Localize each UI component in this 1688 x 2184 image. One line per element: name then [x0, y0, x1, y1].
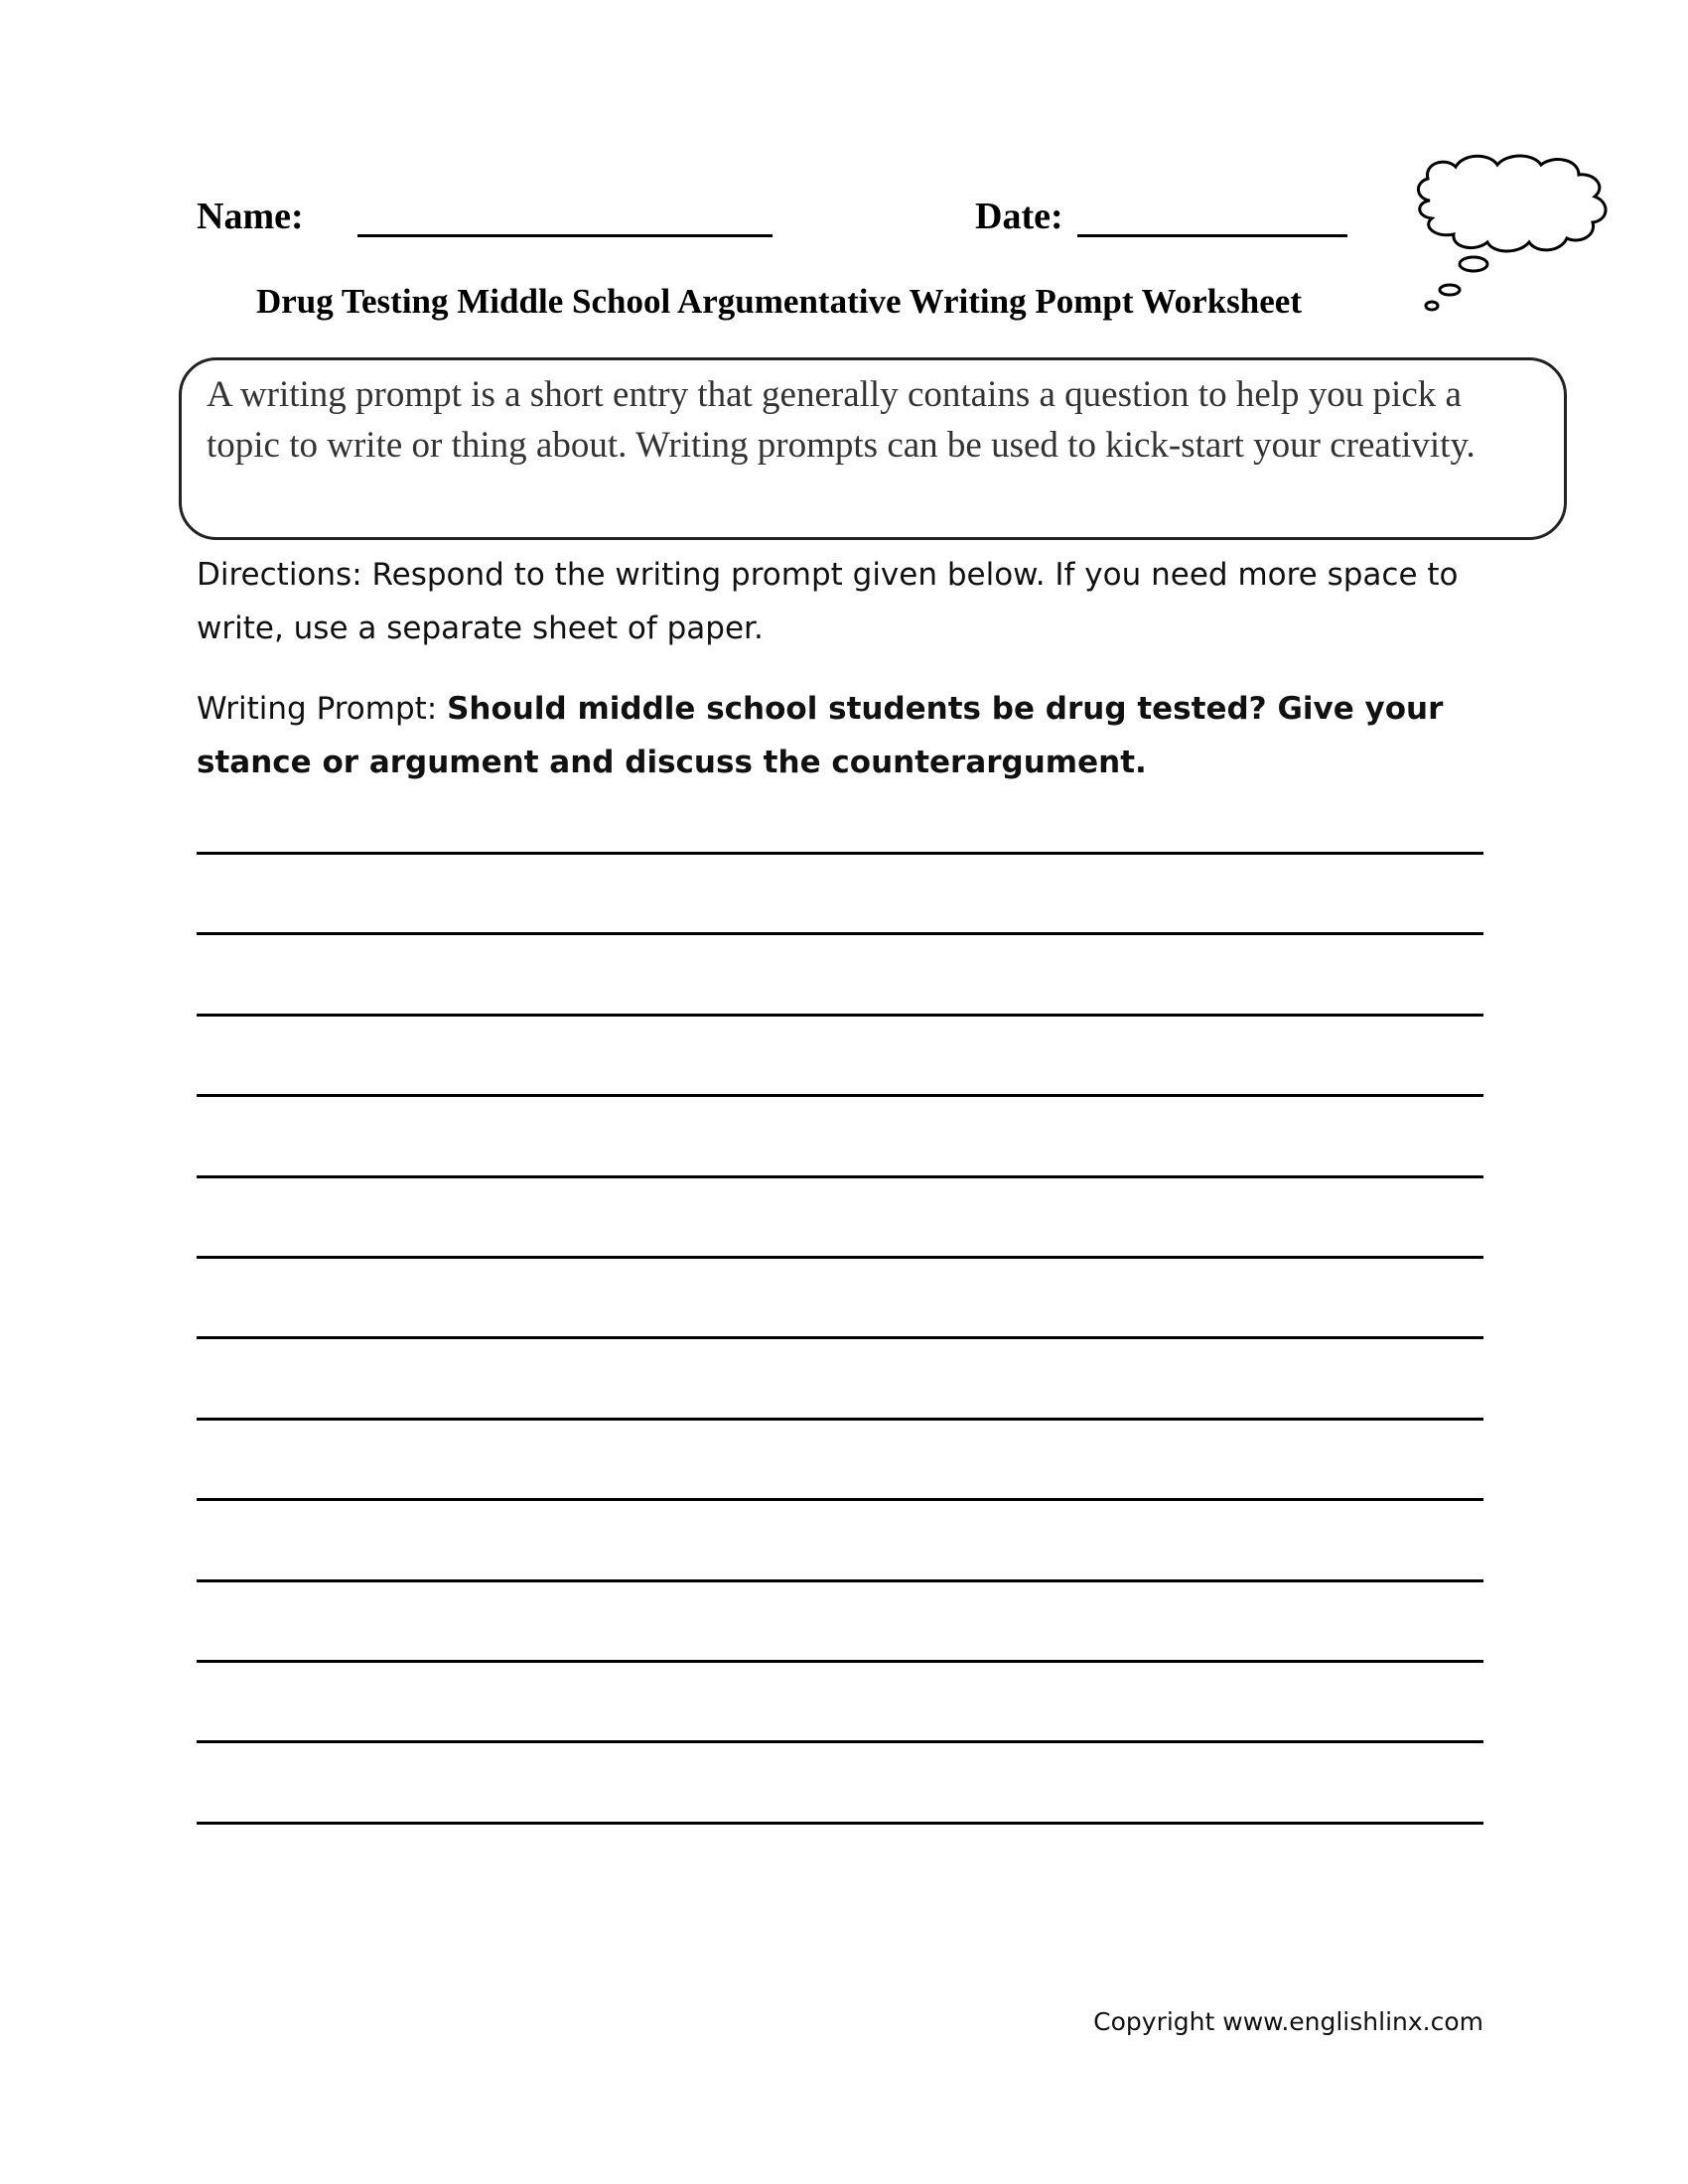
writing-prompt: [197, 682, 1507, 789]
writing-line[interactable]: [197, 1256, 1483, 1259]
copyright: Copyright www.englishlinx.com: [1093, 2007, 1483, 2036]
intro-text: A writing prompt is a short entry that generally contains a question to help you pick a topic to write or thing about. Writing prompts can be used to kick-start your creativity.: [207, 374, 1476, 466]
writing-line[interactable]: [197, 1498, 1483, 1501]
name-field[interactable]: [197, 195, 304, 238]
date-field[interactable]: [975, 195, 1063, 238]
writing-line[interactable]: [197, 1175, 1483, 1178]
writing-line[interactable]: [197, 1822, 1483, 1825]
prompt-question: Should middle school students be drug tested? Give your stance or argument and discuss the counterargument.: [197, 691, 1444, 780]
writing-line[interactable]: [197, 1660, 1483, 1663]
thought-cloud-icon: [1398, 149, 1636, 328]
writing-line[interactable]: [197, 1094, 1483, 1097]
writing-line[interactable]: [197, 1336, 1483, 1339]
writing-line[interactable]: [197, 1740, 1483, 1743]
writing-line[interactable]: [197, 1418, 1483, 1421]
directions-text: Directions: Respond to the writing prompt given below. If you need more space to write, use a separate sheet of paper.: [197, 557, 1459, 646]
name-label: Name:: [197, 196, 304, 237]
writing-line[interactable]: [197, 1014, 1483, 1017]
date-underline[interactable]: [1077, 234, 1347, 237]
writing-line[interactable]: [197, 932, 1483, 935]
writing-line[interactable]: [197, 1579, 1483, 1582]
prompt-label: Writing Prompt:: [197, 691, 438, 727]
date-label: Date:: [975, 196, 1063, 237]
name-underline[interactable]: [357, 234, 773, 237]
writing-line[interactable]: [197, 852, 1483, 855]
worksheet-title: Drug Testing Middle School Argumentative Writing Pompt Worksheet: [256, 282, 1302, 321]
